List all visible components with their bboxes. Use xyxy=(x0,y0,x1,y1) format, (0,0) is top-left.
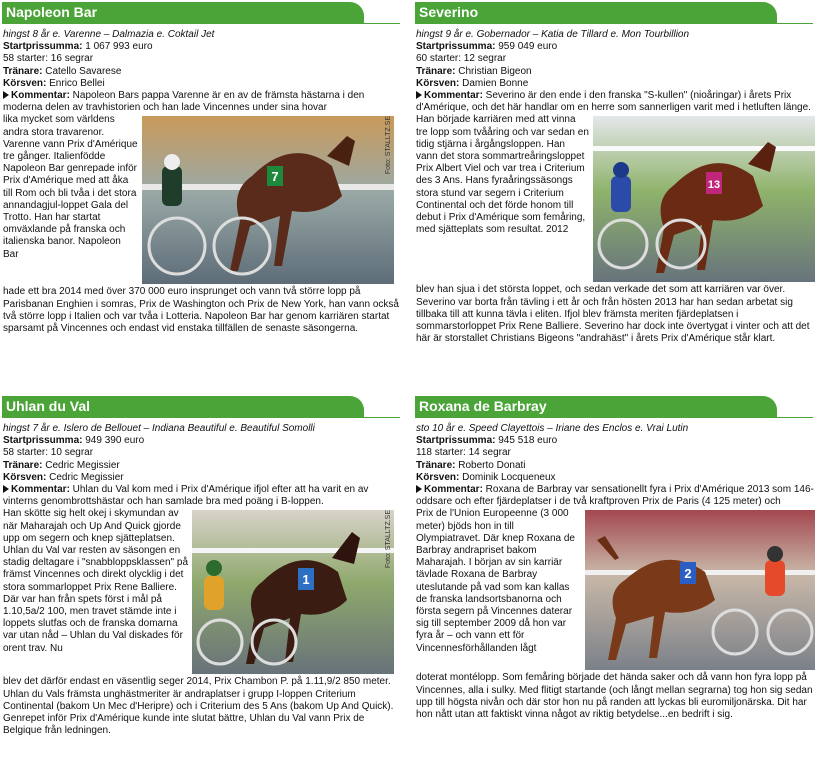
article-title: Roxana de Barbray xyxy=(415,396,777,417)
kommentar: Kommentar: Roxana de Barbray var sensationellt fyra i Prix d'Amérique 2013 som 146-oddsare och efter fjärdeplatser i de två kraftproven Prix de Paris (4 125 meter) och xyxy=(416,484,814,508)
pedigree: sto 10 år e. Speed Clayettois – Iriane des Enclos e. Vrai Lutin xyxy=(416,423,689,434)
saddle-number: 1 xyxy=(302,572,310,588)
startprissumma: Startprissumma: 945 518 euro xyxy=(416,435,558,447)
article-title: Uhlan du Val xyxy=(2,396,364,417)
horse-photo xyxy=(192,510,394,674)
bullet-triangle-icon xyxy=(3,91,9,99)
kommentar: Kommentar: Napoleon Bars pappa Varenne är en av de främsta hästarna i den moderna delen av travhistorien och han lade Vincennes under sina hovar xyxy=(3,90,365,114)
horse-photo xyxy=(142,116,394,284)
title-rule xyxy=(415,23,813,24)
photo-credit: Foto: STALLTZ.SE xyxy=(384,116,392,175)
saddle-number: 7 xyxy=(271,169,279,185)
kommentar-tail: blev det därför endast en väsentlig seger 2014, Prix Chambon P. på 1.11,9/2 850 meter. Uhlan du Vals främsta unghästmeriter är andraplatser i grupp I-loppen Criterium Continental (bakom Un Mec d'Heripre) och i Criterium des 5 Ans (bakom Up And Quick). Genrepet inför Prix d'Amérique kunde inte slutat bättre, Uhlan du Val vann Prix de Belgique från ledningen. xyxy=(3,676,394,737)
korsven: Körsven: Damien Bonne xyxy=(416,77,529,89)
starts: 58 starter: 16 segrar xyxy=(3,53,94,65)
title-rule xyxy=(2,417,400,418)
tranare: Tränare: Christian Bigeon xyxy=(416,65,532,77)
horse-photo xyxy=(593,116,815,282)
tranare: Tränare: Roberto Donati xyxy=(416,459,526,471)
pedigree: hingst 7 år e. Islero de Bellouet – Indiana Beautiful e. Beautiful Somolli xyxy=(3,423,315,434)
article-uhlan-du-val xyxy=(2,396,402,766)
kommentar: Kommentar: Severino är den ende i den franska "S-kullen" (nioåringar) i årets Prix d'Amérique, och det här handlar om en herre som sannerligen varit med i hetluften länge. xyxy=(416,90,811,114)
title-rule xyxy=(415,417,813,418)
photo-credit: Foto: STALLTZ.SE xyxy=(384,510,392,569)
startprissumma: Startprissumma: 959 049 euro xyxy=(416,41,558,53)
korsven: Körsven: Cedric Megissier xyxy=(3,471,124,483)
korsven: Körsven: Enrico Bellei xyxy=(3,77,105,89)
article-body xyxy=(415,423,815,721)
kommentar-tail: hade ett bra 2014 med över 370 000 euro insprunget och vann två större lopp på Parisbanan Enghien i somras, Prix de Washington och Prix de New York, han vann också två större lopp i Italien och var tvåa i Lotteria. Napoleon Bar har genom karriären startat sparsamt på Vincennes och endast vid enstaka tillfällen de senaste säsongerna. xyxy=(3,286,399,335)
saddle-number: 2 xyxy=(684,566,692,582)
article-roxana-de-barbray xyxy=(415,396,815,766)
article-severino xyxy=(415,2,815,377)
kommentar-wrap: lika mycket som världens andra stora travarenor. Varenne vann Prix d'Amérique tre gånger. Italienfödde Napoleon Bar genrepade inför Prix d'Amérique med att åka till Rom och bli tvåa i det stora annandagjul-loppet Gala del Trotto. Han har startat omväxlande på franska och italienska banor. Napoleon Bar xyxy=(3,114,138,260)
kommentar-wrap: Han skötte sig helt okej i skymundan av när Maharajah och Up And Quick gjorde upp om segern och knep sjätteplatsen. Uhlan du Val var resten av säsongen en stadig deltagare i "snabbloppsklassen" på främst Vincennes och direkt olycklig i det stora sommarloppet Prix Rene Balliere. Där var han från spets först i mål på 1.10,5a/2 100, men travet stämde inte i loppets slutfas och de franska domarna var utan nåd – Uhlan du Val diskades för orent trav. Nu xyxy=(3,508,188,654)
article-body xyxy=(2,423,402,737)
article-title: Napoleon Bar xyxy=(2,2,364,23)
article-body xyxy=(415,29,815,345)
article-body xyxy=(2,29,402,335)
starts: 60 starter: 12 segrar xyxy=(416,53,507,65)
starts: 118 starter: 14 segrar xyxy=(416,447,511,459)
startprissumma: Startprissumma: 1 067 993 euro xyxy=(3,41,153,53)
kommentar-wrap: Prix de l'Union Europeenne (3 000 meter) bjöds hon in till Olympiatravet. Där knep Roxana de Barbray andrapriset bakom Maharajah. I början av sin karriär tävlade Roxana de Barbray uteslutande på vad som kan kallas de franska landsortsbanorna och första segern på Vincennes daterar sig till september 2009 då hon var fyra år – och vann ett för Vincennesförhållanden lågt xyxy=(416,508,575,654)
horse-photo xyxy=(585,510,815,670)
startprissumma: Startprissumma: 949 390 euro xyxy=(3,435,145,447)
tranare: Tränare: Cedric Megissier xyxy=(3,459,120,471)
pedigree: hingst 8 år e. Varenne – Dalmazia e. Coktail Jet xyxy=(3,29,215,40)
article-title: Severino xyxy=(415,2,777,23)
article-napoleon-bar xyxy=(2,2,402,377)
kommentar-wrap: Han började karriären med att vinna tre lopp som tvååring och var sedan en tidig stjärna i årgångsloppen. Han vann det stora sommartreåringsloppet Prix Albert Viel och var trea i Criterium des 3 Ans. Hans fyraåringssäsongs stora stund var segern i Criterium Continental och det förde honom till debut i Prix d'Amérique som femåring, med sjätteplats som resultat. 2012 xyxy=(416,114,589,236)
tranare: Tränare: Catello Savarese xyxy=(3,65,122,77)
bullet-triangle-icon xyxy=(416,485,422,493)
bullet-triangle-icon xyxy=(3,485,9,493)
kommentar-tail: doterat montélopp. Som femåring började det hända saker och då vann hon fyra lopp på Vincennes, alla i sulky. Med flitigt startande (och långt mellan segrarna) tog hon sig sedan upp till högsta nivån och där stor hon nu på randen att lyckas bli euromiljonärska. Dit har hon nått utan att faktiskt vinna något av riktig betydelse...en bedrift i sig. xyxy=(416,672,813,721)
title-rule xyxy=(2,23,400,24)
korsven: Körsven: Dominik Locqueneux xyxy=(416,471,556,483)
bullet-triangle-icon xyxy=(416,91,422,99)
kommentar: Kommentar: Uhlan du Val kom med i Prix d'Amérique ifjol efter att ha varit en av vinterns genombrottshästar och han samlade bra med poäng i B-loppen. xyxy=(3,484,369,508)
kommentar-tail: blev han sjua i det största loppet, och sedan verkade det som att karriären var över. Severino var borta från tävling i ett år och från hösten 2013 har han sedan arbetat sig tillbaka till att kunna tävla i eliten. Ifjol blev främsta meriten fjärdeplatsen i sommarstorloppet Prix Rene Balliere. Severino har dock inte övertygat i vinter och att det här är storstallet Christians Bigeons "andrahäst" i årets Prix d'Amérique står klart. xyxy=(416,284,810,345)
saddle-number: 13 xyxy=(707,179,721,192)
pedigree: hingst 9 år e. Gobernador – Katia de Tillard e. Mon Tourbillion xyxy=(416,29,690,40)
starts: 58 starter: 10 segrar xyxy=(3,447,94,459)
